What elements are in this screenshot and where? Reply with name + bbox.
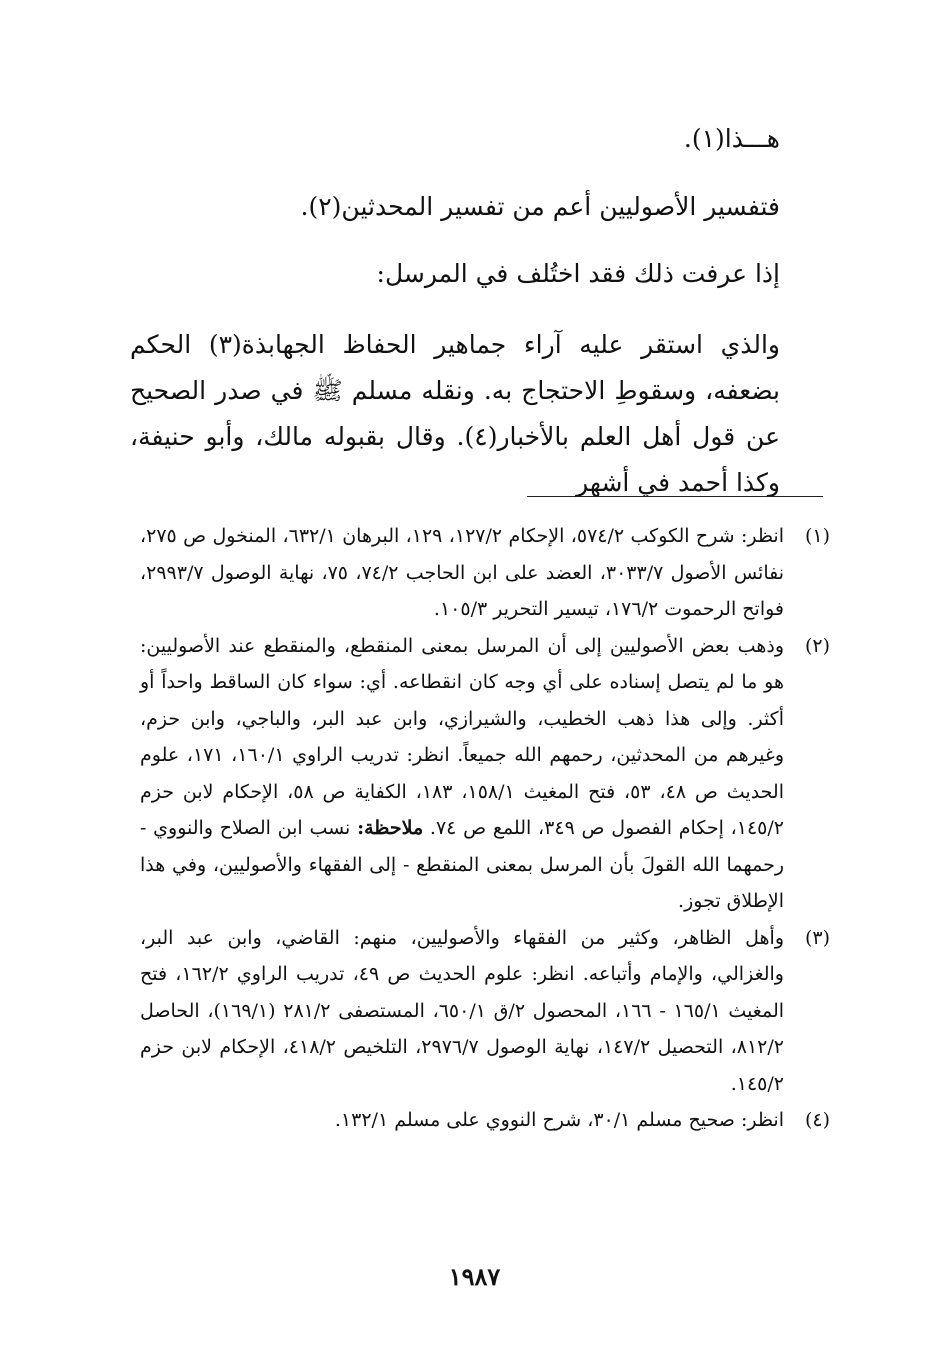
footnote-3: [140, 920, 830, 1103]
page-number: ١٩٨٧: [448, 1262, 501, 1291]
footnote-2: [140, 628, 830, 920]
footnote-4: [140, 1102, 830, 1139]
footnote-text: انظر: شرح الكوكب ٥٧٤/٢، الإحكام ١٢٧/٢، ١٢٩، البرهان ٦٣٢/١، المنخول ص ٢٧٥، نفائس الأصول ٣٠٣٣/٧، العضد على ابن الحاجب ٧٤/٢، ٧٥، نهاية الوصول ٢٩٩٣/٧، فواتح الرحموت ١٧٦/٢، تيسير التحرير ١٠٥/٣.: [140, 525, 785, 620]
footnote-divider: [527, 496, 823, 497]
main-line-2: فتفسير الأصوليين أعم من تفسير المحدثين(٢).: [300, 192, 780, 221]
note-label: ملاحظة:: [357, 817, 424, 839]
footnote-text: [140, 628, 784, 920]
main-paragraph: والذي استقر عليه آراء جماهير الحفاظ الجهابذة(٣) الحكم بضعفه، وسقوطِ الاحتجاج به. ونقله مسلم ﷺ في صدر الصحيح عن قول أهل العلم بالأخبار(٤). وقال بقبوله مالك، وأبو حنيفة، وكذا أحمد في أشهر: [130, 330, 781, 497]
footnote-text-part-a: وذهب بعض الأصوليين إلى أن المرسل بمعنى المنقطع، والمنقطع عند الأصوليين: هو ما لم يتصل إسناده على أي وجه كان انقطاعه. أي: سواء كان الساقط واحداً أو أكثر. وإلى هذا ذهب الخطيب، والشيرازي، وابن عبد البر، والباجي، وابن حزم، وغيرهم من المحدثين، رحمهم الله جميعاً. انظر: تدريب الراوي ١٦٠/١، ١٧١، علوم الحديث ص ٤٨، ٥٣، فتح المغيث ١٥٨/١، ١٨٣، الكفاية ص ٥٨، الإحكام لابن حزم ١٤٥/٢، إحكام الفصول ص ٣٤٩، اللمع ص ٧٤.: [140, 634, 784, 839]
footnote-text: وأهل الظاهر، وكثير من الفقهاء والأصوليين، منهم: القاضي، وابن عبد البر، والغزالي، والإمام وأتباعه. انظر: علوم الحديث ص ٤٩، تدريب الراوي ١٦٢/٢، فتح المغيث ١٦٥/١ - ١٦٦، المحصول ٢/ق ٦٥٠/١، المستصفى ٢٨١/٢ (١٦٩/١)، الحاصل ٨١٢/٢، التحصيل ١٤٧/٢، نهاية الوصول ٢٩٧٦/٧، التلخيص ٤١٨/٢، الإحكام لابن حزم ١٤٥/٢.: [140, 926, 785, 1095]
footnote-number: (٤): [804, 1109, 830, 1131]
footnotes: [140, 518, 830, 1139]
footnote-number: (١): [804, 525, 830, 547]
footnote-number: (٣): [804, 926, 830, 949]
footnote-text: انظر: صحيح مسلم ٣٠/١، شرح النووي على مسلم ١٣٢/١.: [334, 1109, 784, 1131]
main-line-1: هـــذا(١).: [683, 124, 780, 153]
main-line-3: إذا عرفت ذلك فقد اختُلف في المرسل:: [376, 259, 780, 288]
footnote-text-part-b: نسب ابن الصلاح والنووي - رحمهما الله القولَ بأن المرسل بمعنى المنقطع - إلى الفقهاء والأصوليين، وفي هذا الإطلاق تجوز.: [140, 817, 784, 912]
footnote-number: (٢): [804, 634, 830, 657]
footnote-1: [140, 518, 830, 628]
